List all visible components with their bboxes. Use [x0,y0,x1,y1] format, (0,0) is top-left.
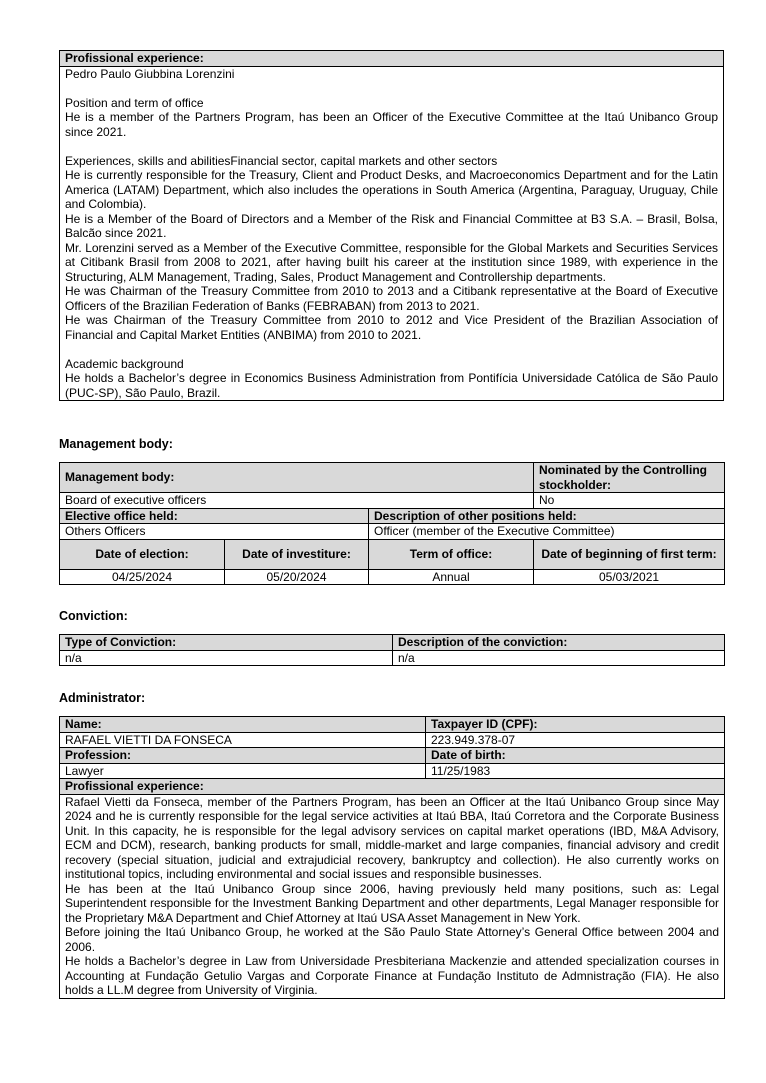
admin-experience-paragraph: He holds a Bachelor’s degree in Law from Universidade Presbiteriana Mackenzie and attended specialization courses in Accounting at Fundação Getulio Vargas and Corporate Finance at Fundação Instituto de Admnistração (FIA). He also holds a LL.M degree from University of Virginia. [65,954,723,997]
elective-office-value: Others Officers [60,524,369,540]
conviction-type-label: Type of Conviction: [60,635,393,651]
administrator-section-title: Administrator: [59,691,146,705]
experience-heading: Experiences, skills and abilitiesFinancial sector, capital markets and other sectors [65,153,498,168]
conviction-type-value: n/a [60,650,393,666]
elective-office-label: Elective office held: [60,508,369,524]
admin-profession-label: Profession: [60,748,426,764]
nominated-label: Nominated by the Controlling stockholder: [534,463,725,493]
investiture-date-label: Date of investiture: [225,539,369,569]
term-value: Annual [369,569,534,585]
admin-experience-label: Profissional experience: [60,779,725,795]
admin-profession-value: Lawyer [60,763,426,779]
management-table [59,462,725,585]
experience-paragraph: He is a Member of the Board of Directors and a Member of the Risk and Financial Committee at B3 S.A. – Brasil, Bolsa, Balcão since 2021. [65,211,722,240]
experience-paragraph: He is currently responsible for the Treasury, Client and Product Desks, and Macroeconomics Department and for the Latin America (LATAM) Department, which also includes the operations in South America (Argentina, Paraguay, Uruguay, Chile and Colombia). [65,168,722,211]
pedro-experience-body [60,66,724,401]
pedro-experience-header: Profissional experience: [60,51,724,67]
first-term-value: 05/03/2021 [534,569,725,585]
term-label: Term of office: [369,539,534,569]
nominated-value: No [534,493,725,509]
admin-cpf-label: Taxpayer ID (CPF): [426,717,725,733]
other-positions-label: Description of other positions held: [369,508,725,524]
position-text: He is a member of the Partners Program, has been an Officer of the Executive Committee at the Itaú Unibanco Group since 2021. [65,110,722,139]
experience-paragraph: Mr. Lorenzini served as a Member of the Executive Committee, responsible for the Global Markets and Securities Services at Citibank Brasil from 2008 to 2021, after having built his career at the institution since 1989, with experience in the Structuring, ALM Management, Trading, Sales, Product Management and Controllership departments. [65,240,722,284]
experience-paragraph: He was Chairman of the Treasury Committee from 2010 to 2013 and a Citibank representative at the Board of Executive Officers of the Brazilian Federation of Banks (FEBRABAN) from 2013 to 2021. [65,284,722,313]
election-date-label: Date of election: [60,539,225,569]
admin-name-value: RAFAEL VIETTI DA FONSECA [60,732,426,748]
conviction-description-label: Description of the conviction: [393,635,725,651]
election-date-value: 04/25/2024 [60,569,225,585]
academic-text: He holds a Bachelor’s degree in Economics Business Administration from Pontifícia Universidade Católica de São Paulo (PUC-SP), São Paulo, Brazil. [65,371,722,400]
admin-name-label: Name: [60,717,426,733]
management-body-label: Management body: [60,463,534,493]
admin-experience-body [60,794,725,998]
admin-cpf-value: 223.949.378-07 [426,732,725,748]
conviction-description-value: n/a [393,650,725,666]
position-heading: Position and term of office [65,95,204,110]
other-positions-value: Officer (member of the Executive Committee) [369,524,725,540]
admin-experience-paragraph: He has been at the Itaú Unibanco Group since 2006, having previously held many positions, such as: Legal Superintendent responsible for the Investment Banking Department and other departments, Legal Manager responsible for the Proprietary M&A Department and Chief Attorney at Itaú USA Asset Management in New York. [65,881,723,925]
management-section-title: Management body: [59,437,173,451]
first-term-label: Date of beginning of first term: [534,539,725,569]
experience-paragraph: He was Chairman of the Treasury Committee from 2010 to 2012 and Vice President of the Brazilian Association of Financial and Capital Market Entities (ANBIMA) from 2010 to 2021. [65,313,722,342]
admin-experience-paragraph: Before joining the Itaú Unibanco Group, he worked at the São Paulo State Attorney’s General Office between 2004 and 2006. [65,925,723,954]
admin-experience-paragraph: Rafael Vietti da Fonseca, member of the Partners Program, has been an Officer at the Itaú Unibanco Group since May 2024 and he is currently responsible for the legal service activities at Itaú BBA, Itaú Corretora and the Corporate Business Unit. In this capacity, he is responsible for the legal advisory services on capital market operations (IBD, M&A Advisory, ECM and DCM), research, banking products for small, middle-market and large companies, financial advisory and credit recovery (special situation, judicial and extrajudicial recovery, bankruptcy and collection). He also currently works on institutional topics, including environmental and social issues and responsible businesses. [65,794,723,881]
academic-heading: Academic background [65,356,184,371]
conviction-table [59,634,725,666]
pedro-experience-table [59,50,724,401]
pedro-name: Pedro Paulo Giubbina Lorenzini [65,66,235,81]
admin-birth-value: 11/25/1983 [426,763,725,779]
admin-birth-label: Date of birth: [426,748,725,764]
investiture-date-value: 05/20/2024 [225,569,369,585]
conviction-section-title: Conviction: [59,609,128,623]
administrator-table [59,716,725,999]
management-body-value: Board of executive officers [60,493,534,509]
